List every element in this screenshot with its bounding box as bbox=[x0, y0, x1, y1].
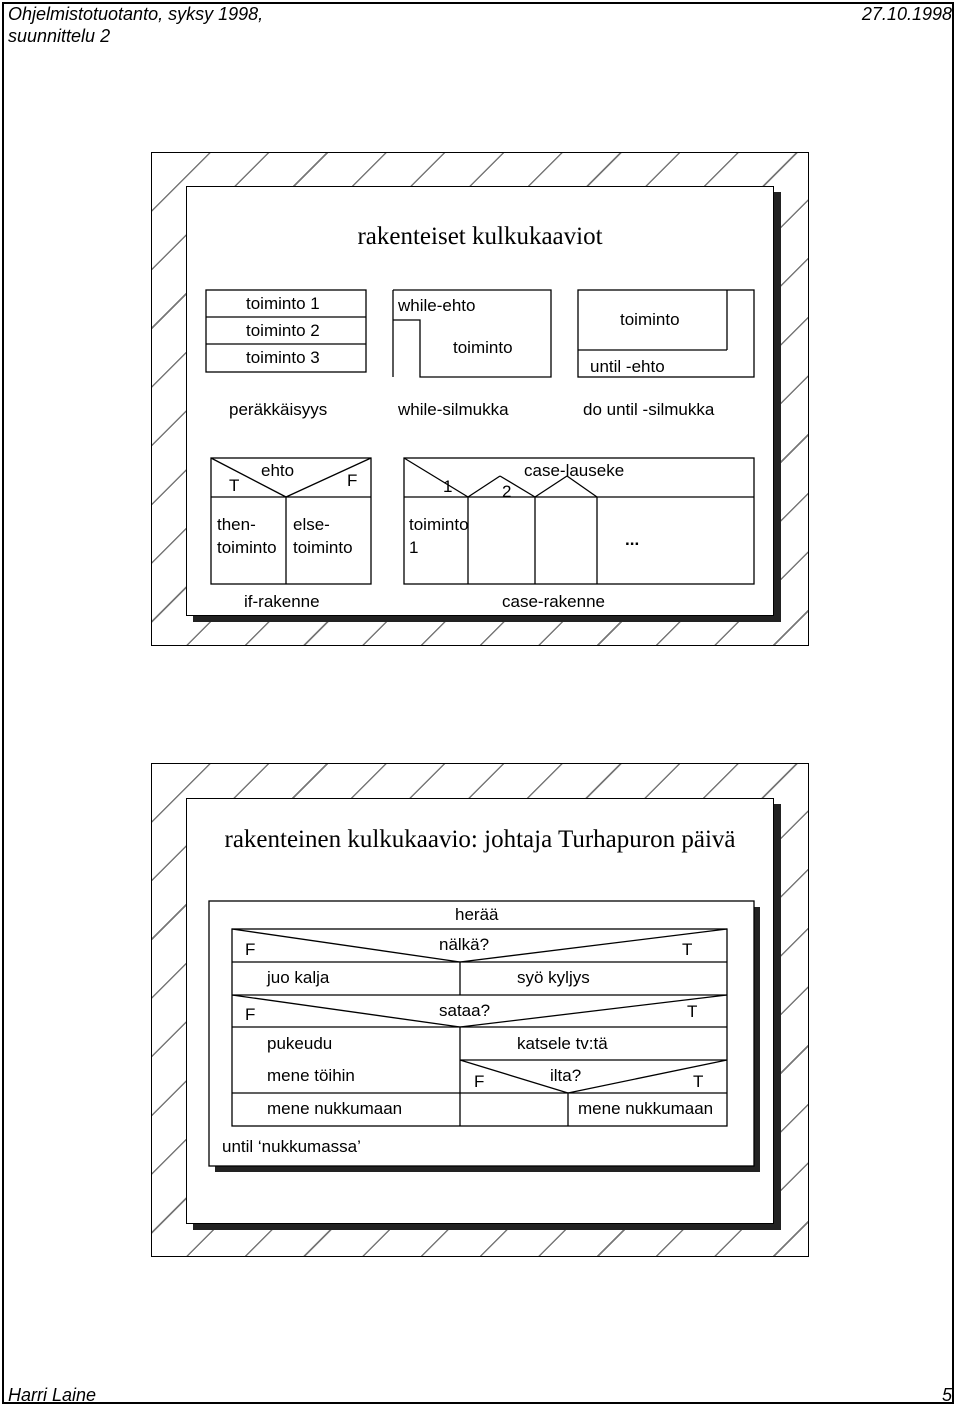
if-then-line1: then- bbox=[217, 515, 256, 534]
if-then-line2: toiminto bbox=[217, 538, 277, 557]
seq-item-1: toiminto 1 bbox=[246, 294, 320, 313]
dountil-body: toiminto bbox=[620, 310, 680, 329]
q1-right-action: syö kyljys bbox=[517, 968, 590, 987]
q1-true-label: T bbox=[682, 940, 693, 959]
q2-left-action-2: mene töihin bbox=[267, 1066, 355, 1085]
while-body: toiminto bbox=[453, 338, 513, 357]
if-true-label: T bbox=[229, 476, 240, 495]
case-dots: ... bbox=[625, 530, 640, 549]
header-topic: suunnittelu 2 bbox=[8, 26, 111, 46]
case-n2: 2 bbox=[502, 482, 512, 501]
footer-author: Harri Laine bbox=[8, 1385, 97, 1405]
q2-false-label: F bbox=[245, 1005, 256, 1024]
until-cond: until ‘nukkumassa’ bbox=[222, 1137, 361, 1156]
if-else-line1: else- bbox=[293, 515, 330, 534]
header-date: 27.10.1998 bbox=[861, 4, 952, 24]
q3-true-label: T bbox=[693, 1072, 704, 1091]
q2-left-action-3: mene nukkumaan bbox=[267, 1099, 403, 1118]
q2-cond: sataa? bbox=[439, 1001, 491, 1020]
footer-page-number: 5 bbox=[941, 1385, 952, 1405]
if-else-line2: toiminto bbox=[293, 538, 353, 557]
case-caption: case-rakenne bbox=[502, 592, 606, 611]
q1-false-label: F bbox=[245, 940, 256, 959]
if-false-label: F bbox=[347, 471, 358, 490]
q1-left-action: juo kalja bbox=[267, 968, 330, 987]
while-cond: while-ehto bbox=[398, 296, 476, 315]
q3-cond: ilta? bbox=[550, 1066, 582, 1085]
q2-right-action: katsele tv:tä bbox=[517, 1034, 608, 1053]
q2-true-label: T bbox=[687, 1002, 698, 1021]
dountil-caption: do until -silmukka bbox=[583, 400, 715, 419]
seq-caption: peräkkäisyys bbox=[229, 400, 328, 419]
q1-cond: nälkä? bbox=[439, 935, 490, 954]
if-caption: if-rakenne bbox=[244, 592, 320, 611]
case-n1: 1 bbox=[443, 477, 453, 496]
case-act-line1: toiminto bbox=[409, 515, 469, 534]
case-label: case-lauseke bbox=[524, 461, 625, 480]
header-course: Ohjelmistotuotanto, syksy 1998, bbox=[8, 4, 264, 24]
wake-action: herää bbox=[455, 905, 499, 924]
while-caption: while-silmukka bbox=[398, 400, 509, 419]
case-act-line2: 1 bbox=[409, 538, 419, 557]
dountil-cond: until -ehto bbox=[590, 357, 665, 376]
q3-right-action: mene nukkumaan bbox=[578, 1099, 714, 1118]
if-cond: ehto bbox=[261, 461, 295, 480]
slide1-title: rakenteiset kulkukaaviot bbox=[357, 223, 603, 250]
seq-item-2: toiminto 2 bbox=[246, 321, 320, 340]
seq-item-3: toiminto 3 bbox=[246, 348, 320, 367]
q3-false-label: F bbox=[474, 1072, 485, 1091]
slide2-title: rakenteinen kulkukaavio: johtaja Turhapuron päivä bbox=[224, 826, 736, 853]
q2-left-action-1: pukeudu bbox=[267, 1034, 333, 1053]
